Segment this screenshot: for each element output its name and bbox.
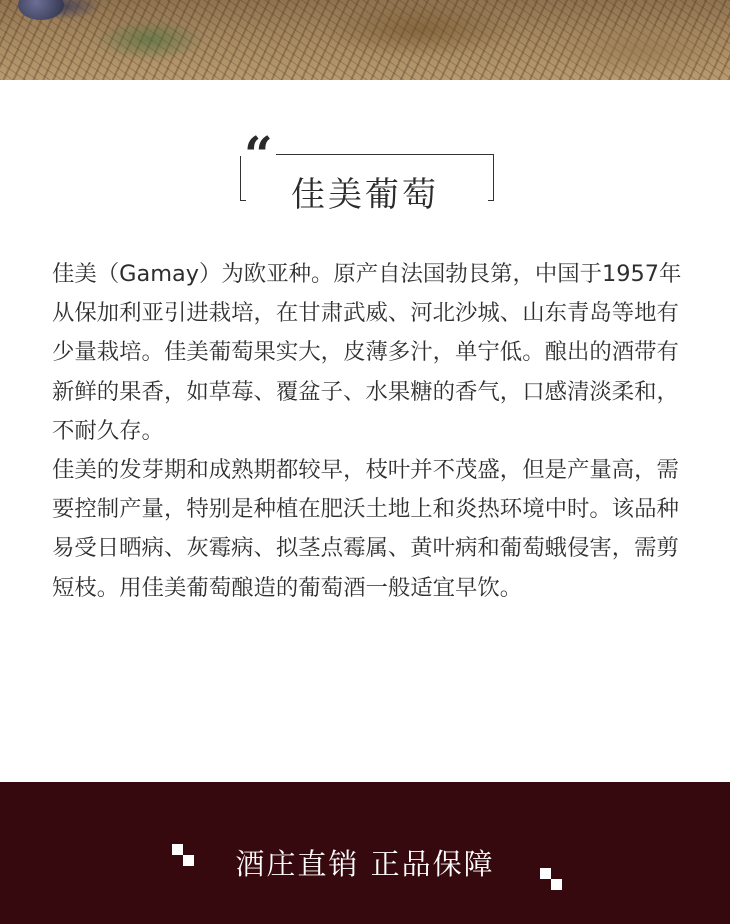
- quote-mark-icon: “: [244, 125, 273, 184]
- description-text: [52, 255, 692, 608]
- section-title-frame: [236, 125, 494, 215]
- footer-slogan: 酒庄直销 正品保障: [235, 847, 495, 881]
- vineyard-photo: [0, 0, 730, 80]
- footer-banner: [0, 782, 730, 924]
- description-paragraph-1: 佳美（Gamay）为欧亚种。原产自法国勃艮第，中国于1957年从保加利亚引进栽培，在甘肃武威、河北沙城、山东青岛等地有少量栽培。佳美葡萄果实大，皮薄多汁，单宁低。酿出的酒带有新鲜的果香，如草莓、覆盆子、水果糖的香气，口感清淡柔和，不耐久存。: [52, 261, 682, 444]
- section-title: 佳美葡萄: [291, 175, 439, 215]
- corner-decoration-right-icon: [540, 868, 562, 890]
- grape-cluster-image: [18, 0, 64, 20]
- description-paragraph-2: 佳美的发芽期和成熟期都较早，枝叶并不茂盛，但是产量高，需要控制产量，特别是种植在肥沃土地上和炎热环境中时。该品种易受日晒病、灰霉病、拟茎点霉属、黄叶病和葡萄蛾侵害，需剪短枝。用佳美葡萄酿造的葡萄酒一般适宜早饮。: [52, 457, 679, 601]
- frame-top-line: [276, 154, 494, 155]
